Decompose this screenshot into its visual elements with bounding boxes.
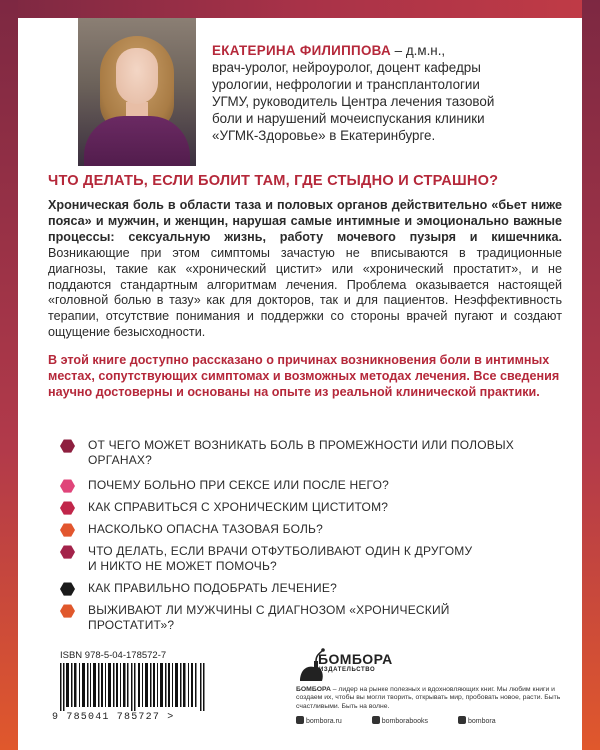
publisher-subtitle: ИЗДАТЕЛЬСТВО — [319, 667, 376, 673]
hexagon-shape — [60, 545, 75, 558]
author-bio-line: боли и нарушений мочеиспускания клиники — [212, 111, 485, 126]
frame-left — [0, 0, 18, 750]
barcode-digits: 9 785041 785727 > — [52, 712, 175, 723]
headline: ЧТО ДЕЛАТЬ, ЕСЛИ БОЛИТ ТАМ, ГДЕ СТЫДНО И СТРАШНО? — [48, 173, 499, 189]
author-degree: – д.м.н., — [390, 43, 446, 58]
hexagon-shape — [60, 501, 75, 514]
question-text: ЧТО ДЕЛАТЬ, ЕСЛИ ВРАЧИ ОТФУТБОЛИВАЮТ ОДИН К ДРУГОМУ — [88, 544, 473, 558]
author-bio-line: «УГМК-Здоровье» в Екатеринбурге. — [212, 128, 436, 143]
author-jacket — [84, 116, 190, 166]
frame-top — [0, 0, 600, 18]
publisher-note-text: – лидер на рынке полезных и вдохновляющих книг. Мы любим книги и создаем их, чтобы вы могли творить, открывать мир, пробовать новое, расти. Быть счастливыми. Быть на волне. — [296, 686, 561, 710]
social-telegram[interactable] — [458, 718, 510, 725]
question-text: НАСКОЛЬКО ОПАСНА ТАЗОВАЯ БОЛЬ? — [88, 522, 323, 536]
hexagon-bullet-icon — [60, 582, 75, 596]
hexagon-bullet-icon — [60, 479, 75, 493]
social-site[interactable] — [296, 718, 356, 725]
question-text: ВЫЖИВАЮТ ЛИ МУЖЧИНЫ С ДИАГНОЗОМ «ХРОНИЧЕСКИЙ — [88, 603, 450, 617]
list-item — [60, 478, 530, 493]
question-text: КАК СПРАВИТЬСЯ С ХРОНИЧЕСКИМ ЦИСТИТОМ? — [88, 500, 389, 514]
list-item — [60, 581, 530, 596]
hexagon-bullet-icon — [60, 501, 75, 515]
author-face — [116, 48, 158, 104]
list-item — [60, 603, 530, 633]
highlight-paragraph: В этой книге доступно рассказано о причинах возникновения боли в интимных местах, сопутствующих симптомах и возможных методах лечения. Все сведения научно достоверны и основаны на опыте из реальной клинической практики. — [48, 353, 560, 399]
author-bio — [212, 42, 572, 144]
hexagon-bullet-icon — [60, 604, 75, 618]
question-text: ОТ ЧЕГО МОЖЕТ ВОЗНИКАТЬ БОЛЬ В ПРОМЕЖНОСТИ ИЛИ ПОЛОВЫХ — [88, 438, 515, 452]
author-bio-line: УГМУ, руководитель Центра лечения тазовой — [212, 94, 495, 109]
barcode-bars — [60, 663, 205, 711]
web-icon — [296, 716, 304, 724]
description-rest: Возникающие при этом симптомы зачастую не вписываются в традиционные диагнозы, такие как «хронический цистит» или «хронический простатит», и не поддаются стандартным алгоритмам лечения. Проблема оказывается настоящей «головной болью в тазу» как для докторов, так и для пациентов. Неэффективность терапии, отсутствие понимания и поддержки со стороны врачей пугают и создают ощущение безысходности. — [48, 245, 562, 340]
vk-icon — [372, 716, 380, 724]
author-photo — [78, 18, 196, 166]
hexagon-bullet-icon — [60, 523, 75, 537]
description — [48, 198, 562, 341]
hexagon-shape — [60, 604, 75, 617]
list-item — [60, 522, 530, 537]
question-text-cont: ОРГАНАХ? — [88, 453, 152, 467]
social-vk-label: bomborabooks — [381, 718, 429, 725]
question-list — [60, 438, 530, 633]
hexagon-shape — [60, 479, 75, 492]
social-telegram-label: bombora — [468, 718, 496, 725]
description-lead: Хроническая боль в области таза и половых органов действительно «бьет ниже пояса» и мужчин, и женщин, нарушая самые интимные и эмоционально важные процессы: сексуальную жизнь, работу мочевого пузыря и кишечника. — [48, 198, 562, 244]
isbn-label: ISBN 978-5-04-178572-7 — [60, 650, 167, 661]
question-text-cont: ПРОСТАТИТ»? — [88, 618, 175, 632]
social-site-label: bombora.ru — [306, 718, 342, 725]
author-bio-line: врач-уролог, нейроуролог, доцент кафедры — [212, 60, 481, 75]
hexagon-shape — [60, 582, 75, 595]
question-text: КАК ПРАВИЛЬНО ПОДОБРАТЬ ЛЕЧЕНИЕ? — [88, 581, 337, 595]
frame-right — [582, 0, 600, 750]
author-name: ЕКАТЕРИНА ФИЛИППОВА — [212, 43, 391, 58]
publisher-name: БОМБОРА — [318, 651, 393, 667]
publisher-note — [296, 686, 566, 711]
list-item — [60, 500, 530, 515]
hexagon-bullet-icon — [60, 545, 75, 559]
list-item — [60, 544, 530, 574]
author-bio-line: урологии, нефрологии и трансплантологии — [212, 77, 480, 92]
hexagon-shape — [60, 439, 75, 452]
hexagon-bullet-icon — [60, 439, 75, 453]
list-item — [60, 438, 530, 468]
barcode-icon — [60, 663, 210, 711]
social-vk[interactable] — [372, 718, 442, 725]
question-text-cont: И НИКТО НЕ МОЖЕТ ПОМОЧЬ? — [88, 559, 277, 573]
publisher-socials — [296, 716, 566, 725]
hexagon-shape — [60, 523, 75, 536]
telegram-icon — [458, 716, 466, 724]
publisher-note-bold: БОМБОРА — [296, 686, 331, 693]
question-text: ПОЧЕМУ БОЛЬНО ПРИ СЕКСЕ ИЛИ ПОСЛЕ НЕГО? — [88, 478, 389, 492]
